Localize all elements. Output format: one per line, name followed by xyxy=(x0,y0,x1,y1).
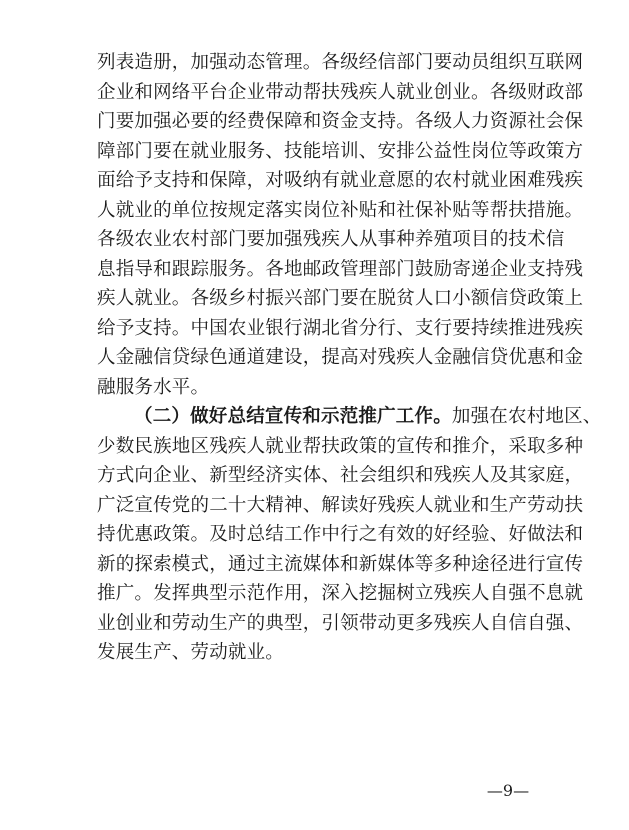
text-line: 融服务水平。 xyxy=(97,376,210,398)
body-text xyxy=(97,48,602,668)
text-line: 推广。发挥典型示范作用，深入挖掘树立残疾人自强不息就 xyxy=(97,583,584,604)
text-line: 各级农业农村部门要加强残疾人从事种养殖项目的技术信 xyxy=(97,229,565,250)
text-line: 新的探索模式，通过主流媒体和新媒体等多种途径进行宣传 xyxy=(97,553,584,575)
text-line: 列表造册，加强动态管理。各级经信部门要动员组织互联网 xyxy=(97,52,584,73)
page-number: —9— xyxy=(486,781,530,800)
text-line: 企业和网络平台企业带动帮扶残疾人就业创业。各级财政部 xyxy=(97,81,584,103)
text-line: 方式向企业、新型经济实体、社会组织和残疾人及其家庭， xyxy=(97,465,584,486)
section-heading: （二）做好总结宣传和示范推广工作。 xyxy=(134,406,452,427)
text-line: 面给予支持和保障，对吸纳有就业意愿的农村就业困难残疾 xyxy=(97,170,584,191)
text-line: 发展生产、劳动就业。 xyxy=(97,642,285,663)
text-line: 给予支持。中国农业银行湖北省分行、支行要持续推进残疾 xyxy=(97,317,584,339)
text-line: 广泛宣传党的二十大精神、解读好残疾人就业和生产劳动扶 xyxy=(97,494,584,516)
section-first-line-text: 加强在农村地区、 xyxy=(451,406,602,427)
text-line: 人就业的单位按规定落实岗位补贴和社保补贴等帮扶措施。 xyxy=(97,199,584,221)
text-line: 人金融信贷绿色通道建设，提高对残疾人金融信贷优惠和金 xyxy=(97,347,584,368)
text-line: 门要加强必要的经费保障和资金支持。各级人力资源社会保 xyxy=(97,111,584,132)
section-first-line xyxy=(97,402,602,432)
text-line: 业创业和劳动生产的典型，引领带动更多残疾人自信自强、 xyxy=(97,612,584,634)
text-line: 持优惠政策。及时总结工作中行之有效的好经验、好做法和 xyxy=(97,524,584,545)
text-line: 息指导和跟踪服务。各地邮政管理部门鼓励寄递企业支持残 xyxy=(97,258,584,280)
text-line: 障部门要在就业服务、技能培训、安排公益性岗位等政策方 xyxy=(97,140,584,162)
text-line: 少数民族地区残疾人就业帮扶政策的宣传和推介，采取多种 xyxy=(97,435,584,457)
text-line: 疾人就业。各级乡村振兴部门要在脱贫人口小额信贷政策上 xyxy=(97,288,584,309)
